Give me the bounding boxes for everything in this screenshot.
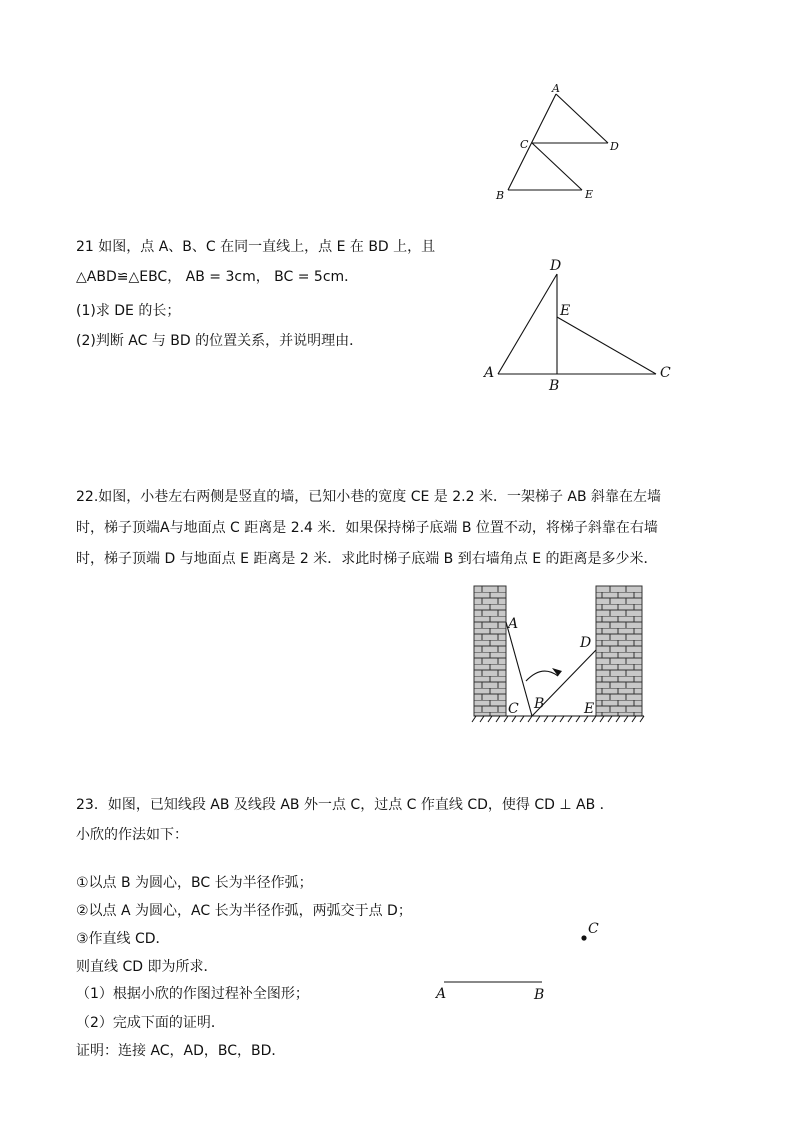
- q21-line2: △ABD≌△EBC， AB = 3cm， BC = 5cm．: [76, 269, 359, 285]
- figure-alley-ladder-q22: [466, 580, 656, 725]
- label-d: D: [550, 258, 562, 274]
- figure-segment-ab-point-c-q23: [430, 912, 610, 1007]
- q21-line1: 21 如图，点 A、B、C 在同一直线上，点 E 在 BD 上，且: [76, 239, 436, 255]
- q22-line3: 时，梯子顶端 D 与地面点 E 距离是 2 米．求此时梯子底端 B 到右墙角点 E 的距离是多少米．: [76, 551, 658, 567]
- q23-step3: ③作直线 CD．: [76, 931, 170, 947]
- q23-step2: ②以点 A 为圆心，AC 长为半径作弧，两弧交于点 D；: [76, 903, 412, 919]
- figure-triangles-q21: [480, 252, 680, 392]
- label-b: B: [534, 987, 545, 1003]
- q23-conclusion: 则直线 CD 即为所求．: [76, 959, 218, 975]
- label-a: A: [484, 365, 495, 381]
- q23-line1: 23．如图，已知线段 AB 及线段 AB 外一点 C，过点 C 作直线 CD，使得 CD ⊥ AB ．: [76, 797, 614, 813]
- segment-ce: [532, 143, 582, 190]
- q21-part2: (2)判断 AC 与 BD 的位置关系，并说明理由．: [76, 333, 364, 349]
- segment-ab: [508, 94, 556, 190]
- label-e: E: [560, 303, 571, 319]
- label-b: B: [496, 189, 505, 202]
- label-d: D: [610, 140, 619, 153]
- q21-part1: (1)求 DE 的长；: [76, 303, 181, 319]
- figure-triangles-q20: [490, 78, 630, 206]
- ground-hatching: [472, 716, 644, 722]
- label-a: A: [436, 986, 447, 1002]
- segment-ad: [556, 94, 608, 143]
- q23-part1: （1）根据小欣的作图过程补全图形；: [76, 986, 309, 1002]
- q23-proof: 证明：连接 AC，AD，BC，BD．: [76, 1043, 286, 1059]
- label-b: B: [549, 378, 560, 392]
- label-d: D: [580, 635, 592, 651]
- point-c: [581, 935, 586, 940]
- segment-ec: [557, 317, 656, 374]
- q23-line2: 小欣的作法如下：: [76, 827, 188, 843]
- left-wall: [474, 586, 506, 716]
- q22-line2: 时，梯子顶端A与地面点 C 距离是 2.4 米．如果保持梯子底端 B 位置不动，将梯子斜靠在右墙: [76, 520, 658, 536]
- label-a: A: [508, 616, 519, 632]
- label-c: C: [520, 138, 529, 151]
- label-e: E: [585, 188, 594, 201]
- label-b: B: [534, 696, 545, 712]
- q23-step1: ①以点 B 为圆心，BC 长为半径作弧；: [76, 875, 313, 891]
- rotation-arrow: [526, 671, 558, 681]
- label-c: C: [588, 921, 599, 937]
- q22-line1: 22.如图，小巷左右两侧是竖直的墙，已知小巷的宽度 CE 是 2.2 米．一架梯子 AB 斜靠在左墙: [76, 489, 662, 505]
- segment-ad: [498, 274, 557, 374]
- label-a: A: [552, 82, 560, 95]
- q23-part2: （2）完成下面的证明．: [76, 1015, 225, 1031]
- label-e: E: [584, 701, 595, 717]
- label-c: C: [660, 365, 671, 381]
- right-wall: [596, 586, 642, 716]
- label-c: C: [508, 701, 519, 717]
